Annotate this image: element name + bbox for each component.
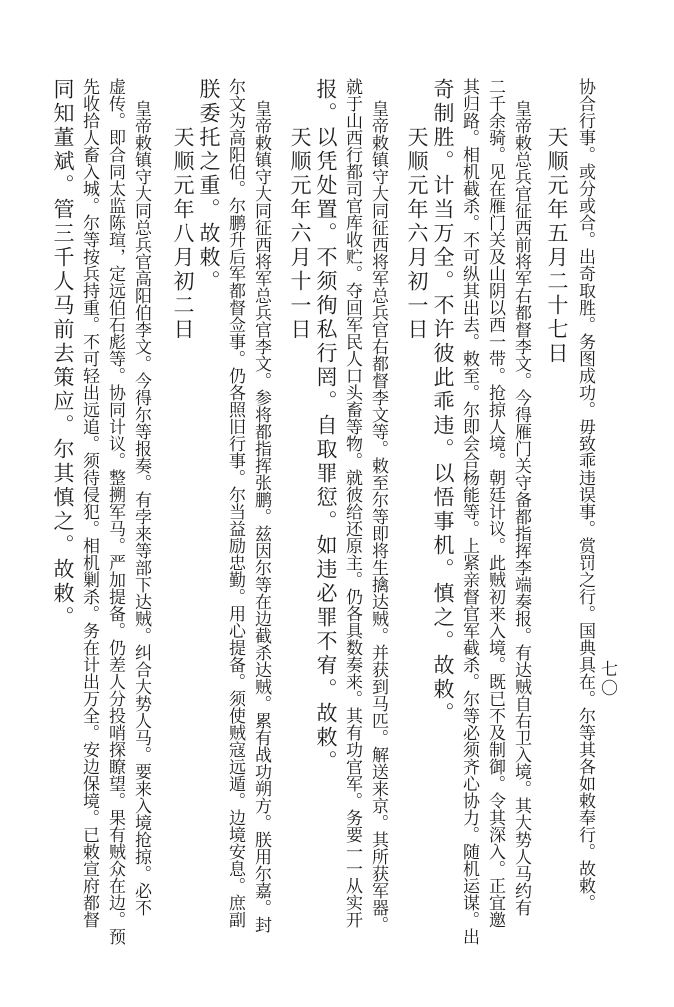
edict-heading-column: 皇帝敕总兵官征西前将军右都督李文。今得雁门关守备都指挥李端奏报。有达贼自右卫入境。其大势人马约有 <box>511 100 531 916</box>
text-column: 其归路。相机截杀。不可纵其出去。敕至。尔即会合杨能等。上紧亲督官军截杀。尔等必须齐心协力。随机运谋。出 <box>459 78 479 945</box>
date-line: 天顺元年六月初一日 <box>405 126 429 342</box>
edict-heading-column: 皇帝敕镇守大同征西将军总兵官右都督李文等。敕至尔等即将生擒达贼。并获到马匹。解送来京。其所获军器。 <box>368 100 388 933</box>
text-column: 协合行事。或分或合。出奇取胜。务图成功。毋致乖违误事。赏罚之行。国典具在。尔等其各如敕奉行。故敕。 <box>575 78 595 911</box>
text-column: 就于山西行都司官库收贮。夺回军民人口头畜等物。就彼给还原主。仍各具数奏来。其有功官军。务要一一从实开 <box>342 78 362 928</box>
text-column: 尔文为高阳伯。尔鹏升后军都督佥事。仍各照旧行事。尔当益励忠勤。用心提备。须使贼寇远遁。边境安息。庶副 <box>225 78 245 928</box>
text-column: 同知董斌。管三千人马前去策应。尔其慎之。故敕。 <box>51 78 75 630</box>
edict-heading-column: 皇帝敕镇守大同征西将军总兵官李文。参将都指挥张鹏。兹因尔等在边截杀达贼。累有战功朔方。朕用尔嘉。封 <box>251 100 271 933</box>
page-number: 七〇 <box>597 660 617 698</box>
date-line: 天顺元年八月初二日 <box>171 126 195 342</box>
text-column: 朕委托之重。故敕。 <box>197 78 221 294</box>
text-column: 奇制胜。计当万全。不许彼此乖违。以悟事机。慎之。故敕。 <box>431 78 455 726</box>
date-line: 天顺元年六月十一日 <box>288 126 312 342</box>
text-column: 二千余骑。见在雁门关及山阴以西一带。抢掠人境。朝廷计议。此贼初来入境。既已不及制御。令其深入。正宜邀 <box>485 78 505 928</box>
edict-heading-column: 皇帝敕镇守大同总兵官高阳伯李文。今得尔等报奏。有孛来等部下达贼。纠合大势人马。要来入境抢掠。必不 <box>131 100 151 916</box>
text-column: 先收拾人畜入城。尔等按兵持重。不可轻出远追。须待侵犯。相机剿杀。务在计出万全。安边保境。已敕宣府都督 <box>79 78 99 928</box>
date-line: 天顺元年五月二十七日 <box>545 126 569 366</box>
text-column: 报。以凭处置。不须徇私行罔。自取罪愆。如违必罪不宥。故敕。 <box>314 78 338 774</box>
text-column: 虚传。即合同太监陈瑄，定远伯石彪等。协同计议。整搠军马。严加提备。仍差人分投哨探瞭望。果有贼众在边。预 <box>105 78 125 945</box>
